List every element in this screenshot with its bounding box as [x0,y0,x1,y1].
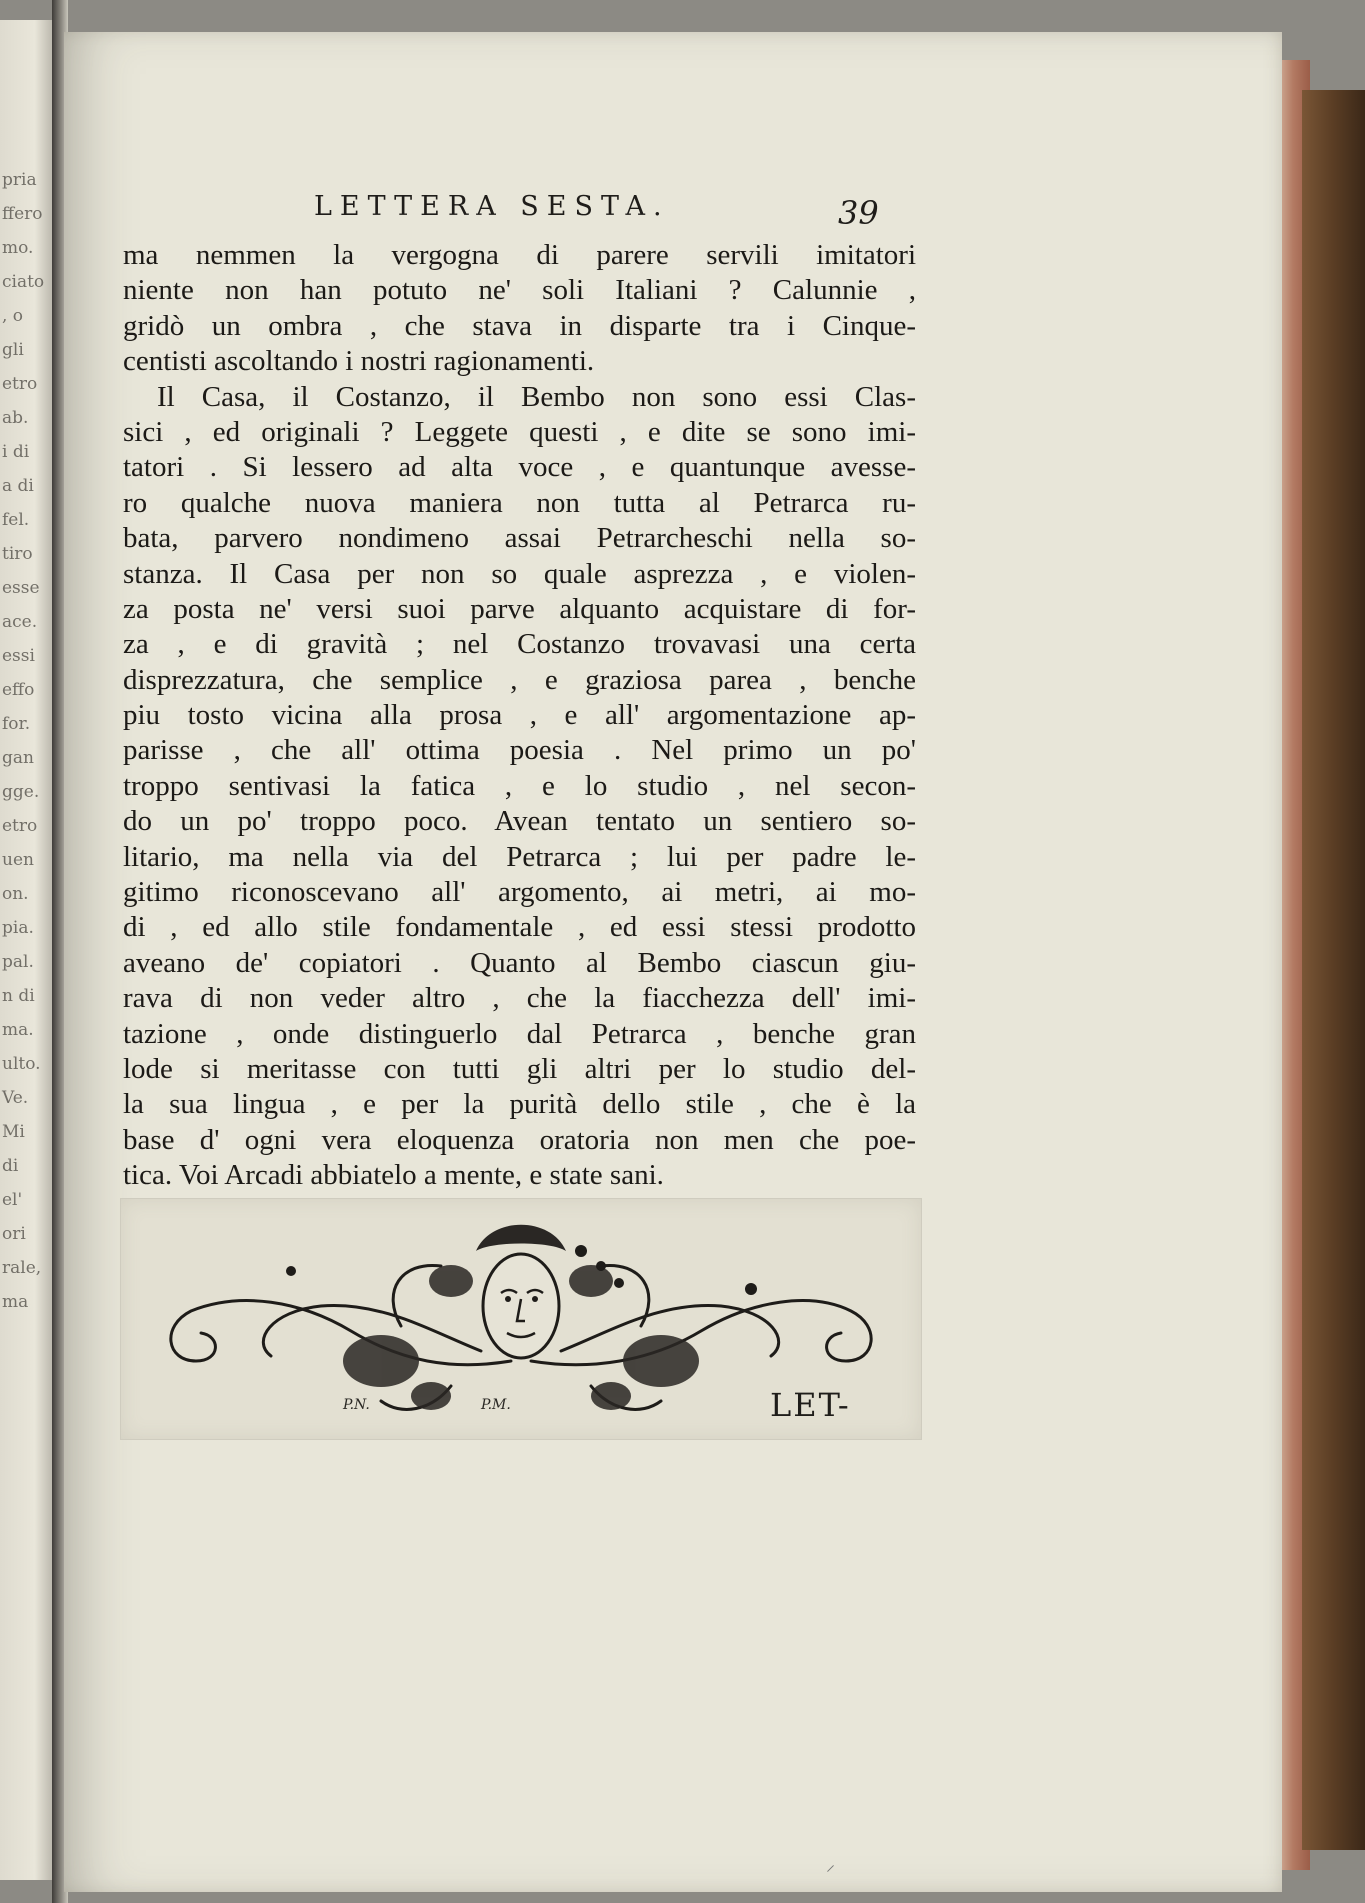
text-line: parisse , che all' ottima poesia . Nel primo un po' [123,734,916,767]
text-line: ma nemmen la vergogna di parere servili imitatori [123,239,916,271]
left-page-fragment: a di [2,476,34,496]
left-page-fragment: , o [2,306,24,326]
left-page-fragment: ffero [2,204,43,224]
text-line: bata, parvero nondimeno assai Petrarcheschi nella so- [123,522,916,555]
left-page-fragment: Ve. [2,1088,29,1108]
text-line: za , e di gravità ; nel Costanzo trovavasi una certa [123,628,916,661]
engraver-signature-left: P.N. [343,1397,370,1413]
left-page-fragment: uen [2,850,34,870]
left-page-fragment: ma [2,1292,29,1312]
text-line: tatori . Si lessero ad alta voce , e quantunque avesse- [123,451,916,484]
left-page-fragment: fel. [2,510,30,530]
left-page-fragment: di [2,1156,19,1176]
catchword: LET- [770,1386,851,1424]
text-line: piu tosto vicina alla prosa , e all' argomentazione ap- [123,699,916,732]
left-page-fragment: ciato [2,272,45,292]
text-line: rava di non veder altro , che la fiacchezza dell' imi- [123,982,916,1015]
text-line: aveano de' copiatori . Quanto al Bembo ciascun giu- [123,946,916,979]
text-line: centisti ascoltando i nostri ragionamenti. [123,345,595,378]
text-line: disprezzatura, che semplice , e graziosa parea , benche [123,663,916,696]
left-page-fragment: rale, [2,1258,42,1278]
text-line: ro qualche nuova maniera non tutta al Petrarca ru- [123,486,916,519]
text-line: stanza. Il Casa per non so quale asprezza , e violen- [123,557,916,590]
text-line: gitimo riconoscevano all' argomento, ai metri, ai mo- [123,876,916,909]
left-page-fragment: etro [2,374,38,394]
left-page-fragment: ab. [2,408,29,428]
text-line: do un po' troppo poco. Avean tentato un sentiero so- [123,805,916,838]
text-line: troppo sentivasi la fatica , e lo studio , nel secon- [123,769,916,802]
left-page-fragment: pia. [2,918,34,938]
text-line: lode si meritasse con tutti gli altri per lo studio del- [123,1052,916,1085]
text-line: gridò un ombra , che stava in disparte tra i Cinque- [123,309,916,342]
left-page-fragment: ace. [2,612,38,632]
text-line: sici , ed originali ? Leggete questi , e dite se sono imi- [123,415,916,448]
left-page-fragment: etro [2,816,38,836]
left-page-fragment: el' [2,1190,23,1210]
left-page-fragment: gan [2,748,34,768]
text-line: Il Casa, il Costanzo, il Bembo non sono essi Clas- [157,380,916,413]
left-page-fragment: essi [2,646,35,666]
left-page-fragment: on. [2,884,29,904]
text-line: di , ed allo stile fondamentale , ed essi stessi prodotto [123,911,916,944]
left-page-fragment: tiro [2,544,33,564]
left-page-fragment: for. [2,714,31,734]
text-line: la sua lingua , e per la purità dello stile , che è la [123,1088,916,1121]
text-line: niente non han potuto ne' soli Italiani ? Calunnie , [123,274,916,307]
page-number: 39 [838,194,879,232]
left-page-fragment: i di [2,442,30,462]
left-page-edge [0,20,58,1880]
left-page-fragment: ulto. [2,1054,41,1074]
left-page-fragment: ma. [2,1020,34,1040]
left-page-fragment: ori [2,1224,26,1244]
left-page-fragment: mo. [2,238,34,258]
running-head: LETTERA SESTA. [314,191,670,222]
text-line: base d' ogni vera eloquenza oratoria non men che poe- [123,1123,916,1156]
small-page-mark: ⸍ [826,1862,835,1883]
engraver-signature-right: P.M. [481,1397,511,1413]
left-page-fragment: esse [2,578,40,598]
text-line: tazione , onde distinguerlo dal Petrarca , benche gran [123,1017,916,1050]
text-line: za posta ne' versi suoi parve alquanto acquistare di for- [123,592,916,625]
left-page-fragment: pria [2,170,37,190]
text-line: tica. Voi Arcadi abbiatelo a mente, e state sani. [123,1159,664,1192]
left-page-fragment: Mi [2,1122,25,1142]
book-cover [1302,90,1365,1850]
left-page-fragment: pal. [2,952,34,972]
left-page-fragment: gli [2,340,24,360]
left-page-fragment: n di [2,986,35,1006]
body-text [123,238,916,1194]
text-line: litario, ma nella via del Petrarca ; lui per padre le- [123,840,916,873]
left-page-fragment: gge. [2,782,40,802]
left-page-fragment: effo [2,680,35,700]
